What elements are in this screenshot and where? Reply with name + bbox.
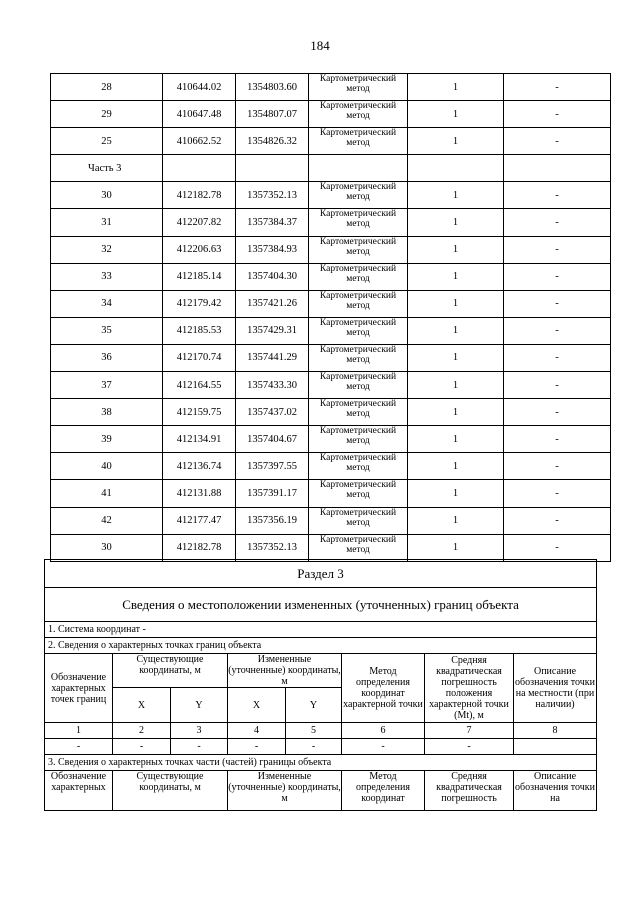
part-points-info-row: 3. Сведения о характерных точках части (частей) границы объекта (45, 755, 597, 771)
method-line-1: Картометрический (319, 263, 397, 274)
empty-cell (163, 155, 236, 182)
x-coordinate: 412136.74 (163, 453, 236, 480)
table-row (51, 453, 611, 480)
section-title: Раздел 3 (45, 560, 597, 588)
point-number: 30 (51, 534, 163, 561)
point-number: 39 (51, 426, 163, 453)
header-existing-x: X (113, 688, 171, 723)
x-coordinate: 412179.42 (163, 290, 236, 317)
point-number: 41 (51, 480, 163, 507)
method-line-2: метод (346, 517, 370, 528)
table-row (51, 426, 611, 453)
empty-cell (408, 155, 504, 182)
method-line-2: метод (346, 192, 370, 203)
method-cell (309, 263, 408, 290)
y-coordinate: 1354803.60 (236, 74, 309, 101)
table-row (51, 399, 611, 426)
method-line-1: Картометрический (319, 399, 397, 410)
method-cell (309, 426, 408, 453)
points-info-row: 2. Сведения о характерных точках границ объекта (45, 638, 597, 654)
y-coordinate: 1357397.55 (236, 453, 309, 480)
empty-cell (514, 739, 597, 755)
y-coordinate: 1357441.29 (236, 344, 309, 371)
accuracy-value: 1 (408, 74, 504, 101)
header-changed-x: X (228, 688, 286, 723)
x-coordinate: 412159.75 (163, 399, 236, 426)
table-row (51, 182, 611, 209)
point-number: 28 (51, 74, 163, 101)
accuracy-value: 1 (408, 426, 504, 453)
method-cell (309, 534, 408, 561)
method-cell (309, 453, 408, 480)
point-number: 36 (51, 344, 163, 371)
column-number: 4 (228, 723, 286, 739)
method-cell (309, 236, 408, 263)
header-description: Описание обозначения точки на местности (при наличии) (514, 654, 597, 723)
description-value: - (504, 290, 611, 317)
description-value: - (504, 209, 611, 236)
method-cell (309, 182, 408, 209)
method-line-1: Картометрический (319, 128, 397, 139)
table-row (51, 317, 611, 344)
accuracy-value: 1 (408, 128, 504, 155)
y-coordinate: 1357433.30 (236, 372, 309, 399)
page-number: 184 (310, 38, 330, 53)
method-line-2: метод (346, 463, 370, 474)
point-number: 25 (51, 128, 163, 155)
accuracy-value: 1 (408, 263, 504, 290)
accuracy-value: 1 (408, 236, 504, 263)
accuracy-value: 1 (408, 209, 504, 236)
column-number: 3 (171, 723, 228, 739)
method-line-2: метод (346, 490, 370, 501)
table-row (51, 263, 611, 290)
empty-cell (309, 155, 408, 182)
point-number: 29 (51, 101, 163, 128)
table-row (51, 236, 611, 263)
method-line-2: метод (346, 273, 370, 284)
method-line-2: метод (346, 409, 370, 420)
description-value: - (504, 480, 611, 507)
method-line-2: метод (346, 544, 370, 555)
x-coordinate: 412164.55 (163, 372, 236, 399)
method-line-1: Картометрический (319, 426, 397, 437)
part-header-changed: Измененные (уточненные) координаты, м (228, 771, 342, 811)
method-line-1: Картометрический (319, 372, 397, 383)
accuracy-value: 1 (408, 534, 504, 561)
description-value: - (504, 372, 611, 399)
header-accuracy: Средняя квадратическая погрешность положения характерной точки (Mt), м (425, 654, 514, 723)
method-line-1: Картометрический (319, 236, 397, 247)
x-coordinate: 410644.02 (163, 74, 236, 101)
description-value: - (504, 263, 611, 290)
description-value: - (504, 507, 611, 534)
method-line-1: Картометрический (319, 182, 397, 193)
point-number: 38 (51, 399, 163, 426)
point-number: 32 (51, 236, 163, 263)
table-row (51, 507, 611, 534)
header-existing-coordinates: Существующие координаты, м (113, 654, 228, 688)
method-line-2: метод (346, 111, 370, 122)
description-value: - (504, 426, 611, 453)
y-coordinate: 1354807.07 (236, 101, 309, 128)
y-coordinate: 1357437.02 (236, 399, 309, 426)
part-header-method: Метод определения координат (342, 771, 425, 811)
accuracy-value: 1 (408, 182, 504, 209)
table-row (51, 290, 611, 317)
empty-data-row (45, 739, 597, 755)
header-changed-y: Y (286, 688, 342, 723)
method-cell (309, 290, 408, 317)
y-coordinate: 1357391.17 (236, 480, 309, 507)
method-line-2: метод (346, 246, 370, 257)
coordinate-system-row: 1. Система координат - (45, 622, 597, 638)
column-number: 8 (514, 723, 597, 739)
empty-cell: - (342, 739, 425, 755)
column-number: 6 (342, 723, 425, 739)
description-value: - (504, 317, 611, 344)
method-line-1: Картометрический (319, 317, 397, 328)
method-line-1: Картометрический (319, 453, 397, 464)
description-value: - (504, 344, 611, 371)
method-line-1: Картометрический (319, 534, 397, 545)
method-cell (309, 399, 408, 426)
accuracy-value: 1 (408, 480, 504, 507)
y-coordinate: 1357384.37 (236, 209, 309, 236)
method-line-2: метод (346, 84, 370, 94)
method-cell (309, 344, 408, 371)
x-coordinate: 410662.52 (163, 128, 236, 155)
method-cell (309, 128, 408, 155)
header-existing-y: Y (171, 688, 228, 723)
method-cell (309, 480, 408, 507)
table-row (51, 128, 611, 155)
point-number: 42 (51, 507, 163, 534)
accuracy-value: 1 (408, 317, 504, 344)
method-cell (309, 101, 408, 128)
point-number: 33 (51, 263, 163, 290)
column-number: 5 (286, 723, 342, 739)
method-line-2: метод (346, 300, 370, 311)
point-number: 37 (51, 372, 163, 399)
y-coordinate: 1357404.67 (236, 426, 309, 453)
point-number: 40 (51, 453, 163, 480)
method-line-1: Картометрический (319, 507, 397, 518)
accuracy-value: 1 (408, 101, 504, 128)
x-coordinate: 410647.48 (163, 101, 236, 128)
part-header-accuracy: Средняя квадратическая погрешность (425, 771, 514, 811)
x-coordinate: 412207.82 (163, 209, 236, 236)
empty-cell: - (228, 739, 286, 755)
description-value: - (504, 399, 611, 426)
y-coordinate: 1357356.19 (236, 507, 309, 534)
accuracy-value: 1 (408, 507, 504, 534)
x-coordinate: 412182.78 (163, 534, 236, 561)
empty-cell: - (113, 739, 171, 755)
description-value: - (504, 182, 611, 209)
header-method: Метод определения координат характерной точки (342, 654, 425, 723)
method-line-1: Картометрический (319, 344, 397, 355)
accuracy-value: 1 (408, 290, 504, 317)
header-changed-coordinates: Измененные (уточненные) координаты, м (228, 654, 341, 687)
y-coordinate: 1357429.31 (236, 317, 309, 344)
y-coordinate: 1357352.13 (236, 534, 309, 561)
description-value: - (504, 128, 611, 155)
empty-cell: - (171, 739, 228, 755)
empty-cell (236, 155, 309, 182)
method-line-1: Картометрический (319, 290, 397, 301)
column-number: 2 (113, 723, 171, 739)
method-line-2: метод (346, 138, 370, 149)
table-row (51, 534, 611, 561)
empty-cell: - (425, 739, 514, 755)
x-coordinate: 412182.78 (163, 182, 236, 209)
column-number: 7 (425, 723, 514, 739)
point-number: 34 (51, 290, 163, 317)
y-coordinate: 1357352.13 (236, 182, 309, 209)
section-3-table (44, 559, 597, 811)
x-coordinate: 412177.47 (163, 507, 236, 534)
accuracy-value: 1 (408, 399, 504, 426)
method-line-1: Картометрический (319, 101, 397, 112)
table-row (51, 372, 611, 399)
empty-cell: - (286, 739, 342, 755)
table-row (51, 74, 611, 101)
y-coordinate: 1357404.30 (236, 263, 309, 290)
accuracy-value: 1 (408, 453, 504, 480)
part-header-existing: Существующие координаты, м (113, 771, 228, 811)
y-coordinate: 1357384.93 (236, 236, 309, 263)
empty-cell (504, 155, 611, 182)
empty-cell: - (45, 739, 113, 755)
part-header-designation: Обозначение характерных (45, 771, 113, 811)
x-coordinate: 412185.53 (163, 317, 236, 344)
header-designation: Обозначение характерных точек границ (45, 654, 113, 723)
method-cell (309, 74, 408, 101)
table-row (51, 209, 611, 236)
method-line-1: Картометрический (319, 209, 397, 220)
description-value: - (504, 453, 611, 480)
method-line-1: Картометрический (319, 74, 397, 84)
part-header-description: Описание обозначения точки на (514, 771, 597, 811)
x-coordinate: 412185.14 (163, 263, 236, 290)
coordinates-table (50, 73, 611, 562)
accuracy-value: 1 (408, 372, 504, 399)
description-value: - (504, 236, 611, 263)
x-coordinate: 412170.74 (163, 344, 236, 371)
column-numbers-row (45, 723, 597, 739)
x-coordinate: 412206.63 (163, 236, 236, 263)
method-cell (309, 317, 408, 344)
part-row (51, 155, 611, 182)
point-number: 31 (51, 209, 163, 236)
method-cell (309, 372, 408, 399)
point-number: 35 (51, 317, 163, 344)
description-value: - (504, 74, 611, 101)
x-coordinate: 412131.88 (163, 480, 236, 507)
y-coordinate: 1354826.32 (236, 128, 309, 155)
column-number: 1 (45, 723, 113, 739)
method-line-2: метод (346, 382, 370, 393)
method-cell (309, 507, 408, 534)
table-row (51, 101, 611, 128)
table-row (51, 344, 611, 371)
x-coordinate: 412134.91 (163, 426, 236, 453)
description-value: - (504, 101, 611, 128)
method-line-2: метод (346, 354, 370, 365)
method-cell (309, 209, 408, 236)
part-label: Часть 3 (51, 155, 163, 182)
method-line-1: Картометрический (319, 480, 397, 491)
description-value: - (504, 534, 611, 561)
y-coordinate: 1357421.26 (236, 290, 309, 317)
table-row (51, 480, 611, 507)
method-line-2: метод (346, 327, 370, 338)
accuracy-value: 1 (408, 344, 504, 371)
point-number: 30 (51, 182, 163, 209)
section-subtitle: Сведения о местоположении измененных (уточненных) границ объекта (45, 588, 597, 622)
method-line-2: метод (346, 219, 370, 230)
method-line-2: метод (346, 436, 370, 447)
